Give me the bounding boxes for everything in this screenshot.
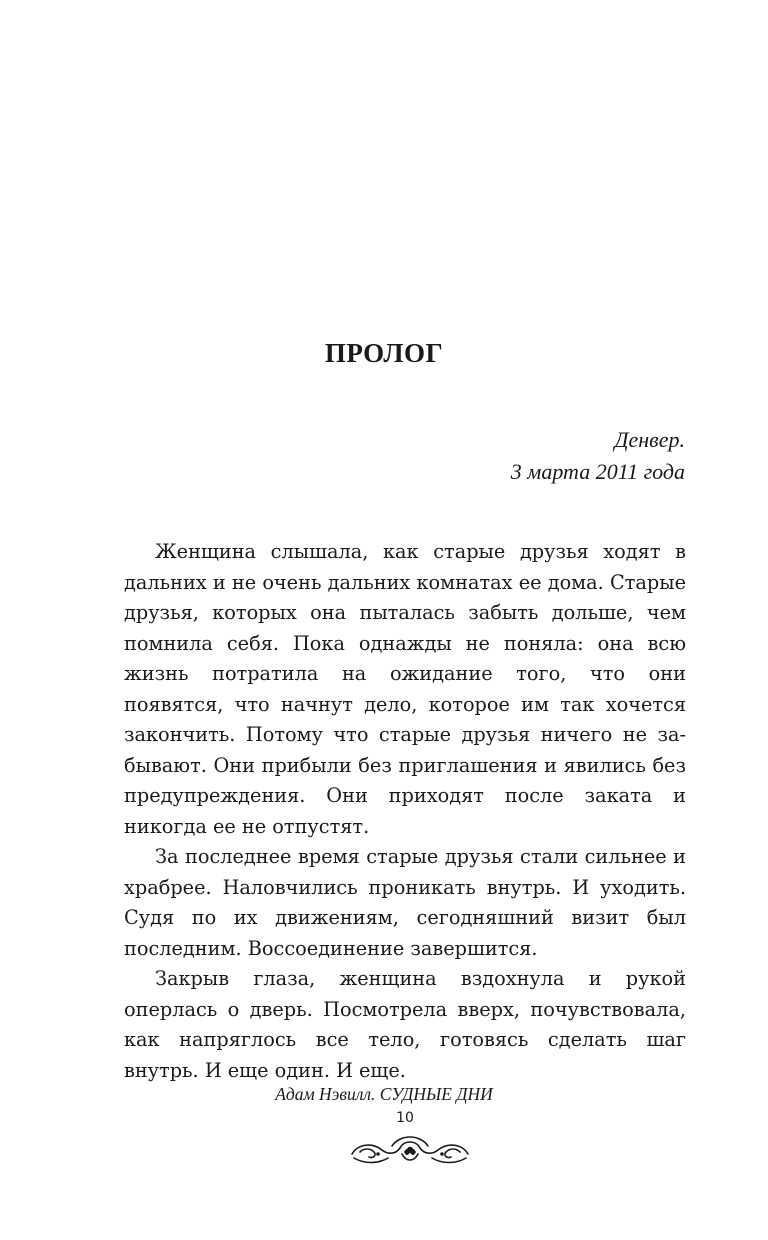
paragraph-1: Женщина слышала, как старые друзья ходят в дальних и не очень дальних комнатах ее дома. Старые друзья, которых она пыталась забыть дольше, чем помнила себя. Пока однажды не поняла: она всю жизнь потратила на ожидание того, что они появятся, что начнут дело, которое им так хочется закончить. Потому что старые друзья ничего не забывают. Они прибыли без приглашения и явились без предупреждения. Они приходят после заката и никогда ее не отпустят. <box>124 540 686 838</box>
paragraph-2: За последнее время старые друзья стали сильнее и храбрее. Наловчились проникать внутрь. И уходить. Судя по их движениям, сегодняшний визит был последним. Воссоединение завершится. <box>124 845 686 960</box>
epigraph <box>511 424 685 488</box>
paragraph-3: Закрыв глаза, женщина вздохнула и рукой оперлась о дверь. Посмотрела вверх, почувствовала, как напряглось все тело, готовясь сделать шаг внутрь. И еще один. И еще. <box>124 967 686 1082</box>
body-text <box>124 537 686 1086</box>
chapter-title: ПРОЛОГ <box>324 338 444 368</box>
epigraph-place: Денвер. <box>614 427 685 452</box>
epigraph-date: 3 марта 2011 года <box>510 459 685 484</box>
running-title: Адам Нэвилл. СУДНЫЕ ДНИ <box>275 1084 493 1104</box>
ornament-icon <box>348 1124 472 1168</box>
page-number: 10 <box>396 1110 414 1126</box>
